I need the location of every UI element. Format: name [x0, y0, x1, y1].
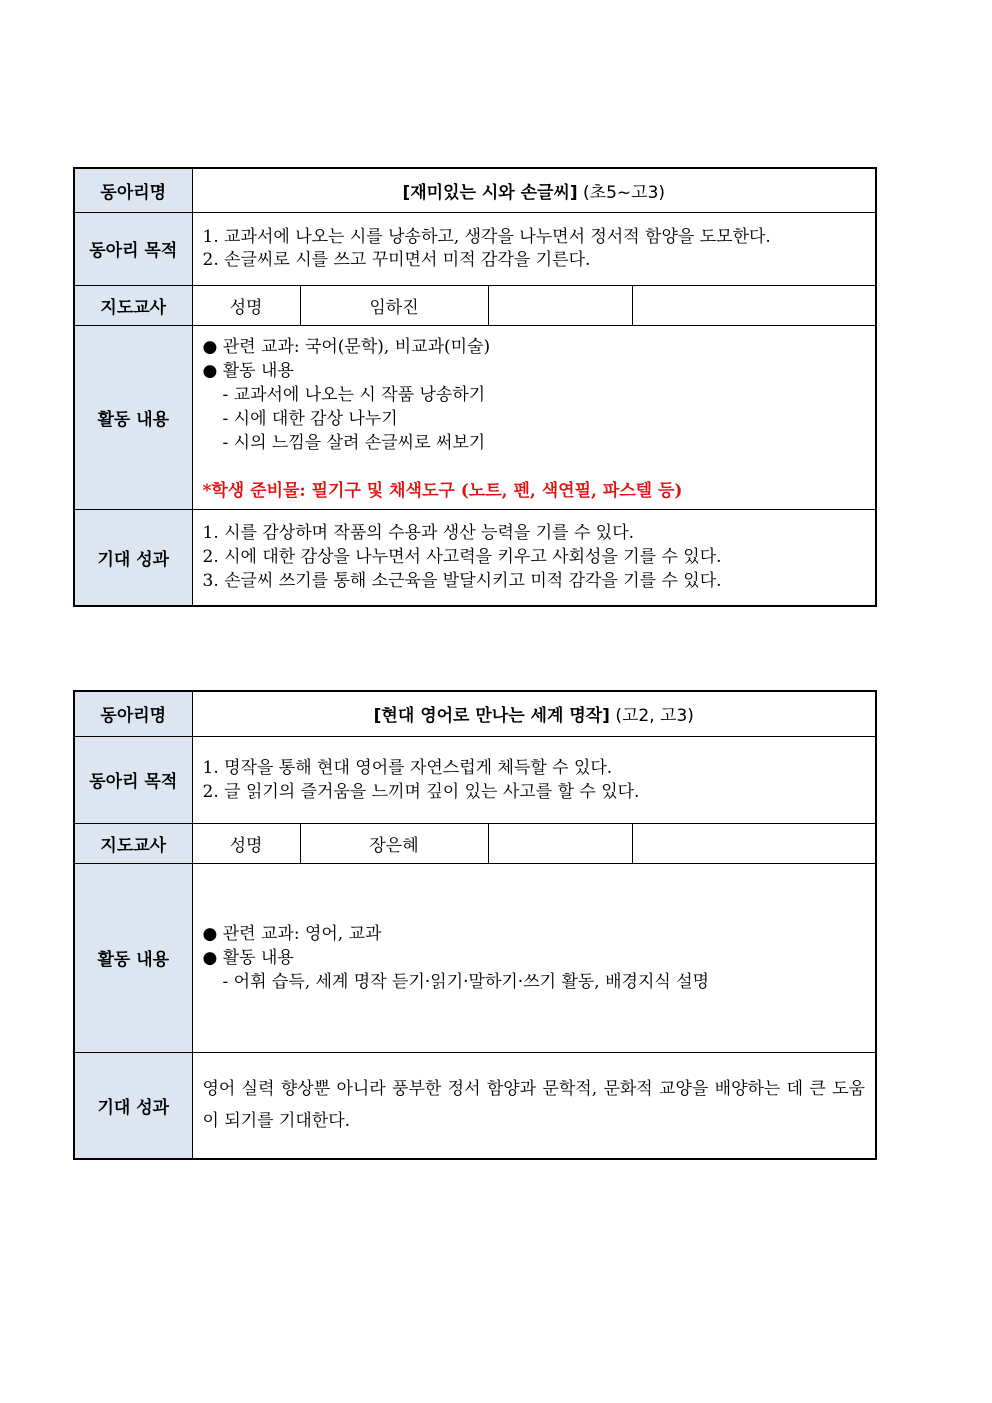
- teacher-name: 임하진: [300, 285, 488, 325]
- outcome-label: 기대 성과: [74, 509, 192, 606]
- club-name-label: 동아리명: [74, 691, 192, 736]
- empty-cell: [632, 823, 876, 863]
- purpose-item: 2. 손글씨로 시를 쓰고 꾸미면서 미적 감각을 기른다.: [202, 249, 591, 270]
- purpose-label: 동아리 목적: [74, 212, 192, 285]
- student-materials: *학생 준비물: 필기구 및 채색도구 (노트, 펜, 색연필, 파스텔 등): [202, 480, 683, 501]
- teacher-label: 지도교사: [74, 823, 192, 863]
- activity-label: 활동 내용: [74, 325, 192, 509]
- outcome-text: 영어 실력 향상뿐 아니라 풍부한 정서 함양과 문학적, 문화적 교양을 배양하는 데 큰 도움이 되기를 기대한다.: [202, 1079, 866, 1132]
- purpose-item: 1. 교과서에 나오는 시를 낭송하고, 생각을 나누면서 정서적 함양을 도모한다.: [202, 226, 771, 247]
- purpose-item: 2. 글 읽기의 즐거움을 느끼며 깊이 있는 사고를 할 수 있다.: [202, 781, 640, 802]
- club-table-2: [73, 690, 877, 1160]
- club-name-title: [현대 영어로 만나는 세계 명작]: [373, 706, 610, 727]
- club-name-title: [재미있는 시와 손글씨]: [402, 182, 578, 203]
- purpose-cell: [192, 736, 876, 823]
- activity-subjects: ● 관련 교과: 국어(문학), 비교과(미술): [202, 336, 491, 357]
- activity-cell: [192, 325, 876, 509]
- teacher-name-label: 성명: [192, 285, 300, 325]
- empty-cell: [488, 285, 632, 325]
- teacher-name: 장은혜: [300, 823, 488, 863]
- club-name: [192, 168, 876, 212]
- activity-item: - 시에 대한 감상 나누기: [222, 408, 398, 429]
- purpose-item: 1. 명작을 통해 현대 영어를 자연스럽게 체득할 수 있다.: [202, 757, 613, 778]
- teacher-label: 지도교사: [74, 285, 192, 325]
- club-name: [192, 691, 876, 736]
- activity-heading: ● 활동 내용: [202, 360, 294, 381]
- activity-item: - 시의 느낌을 살려 손글씨로 써보기: [222, 432, 486, 453]
- empty-cell: [632, 285, 876, 325]
- teacher-name-label: 성명: [192, 823, 300, 863]
- outcome-label: 기대 성과: [74, 1052, 192, 1159]
- club-grade: (고2, 고3): [609, 706, 694, 727]
- outcome-item: 3. 손글씨 쓰기를 통해 소근육을 발달시키고 미적 감각을 기를 수 있다.: [202, 571, 722, 592]
- outcome-item: 2. 시에 대한 감상을 나누면서 사고력을 키우고 사회성을 기를 수 있다.: [202, 547, 722, 568]
- activity-subjects: ● 관련 교과: 영어, 교과: [202, 923, 382, 944]
- outcome-item: 1. 시를 감상하며 작품의 수용과 생산 능력을 기를 수 있다.: [202, 523, 635, 544]
- activity-heading: ● 활동 내용: [202, 947, 294, 968]
- outcome-cell: [192, 509, 876, 606]
- club-table-1: [73, 167, 877, 607]
- purpose-label: 동아리 목적: [74, 736, 192, 823]
- activity-cell: [192, 863, 876, 1052]
- club-grade: (초5~고3): [577, 182, 666, 203]
- activity-item: - 교과서에 나오는 시 작품 낭송하기: [222, 384, 486, 405]
- activity-label: 활동 내용: [74, 863, 192, 1052]
- outcome-cell: [192, 1052, 876, 1159]
- purpose-cell: [192, 212, 876, 285]
- club-name-label: 동아리명: [74, 168, 192, 212]
- activity-item: - 어휘 습득, 세계 명작 듣기·읽기·말하기·쓰기 활동, 배경지식 설명: [222, 971, 710, 992]
- empty-cell: [488, 823, 632, 863]
